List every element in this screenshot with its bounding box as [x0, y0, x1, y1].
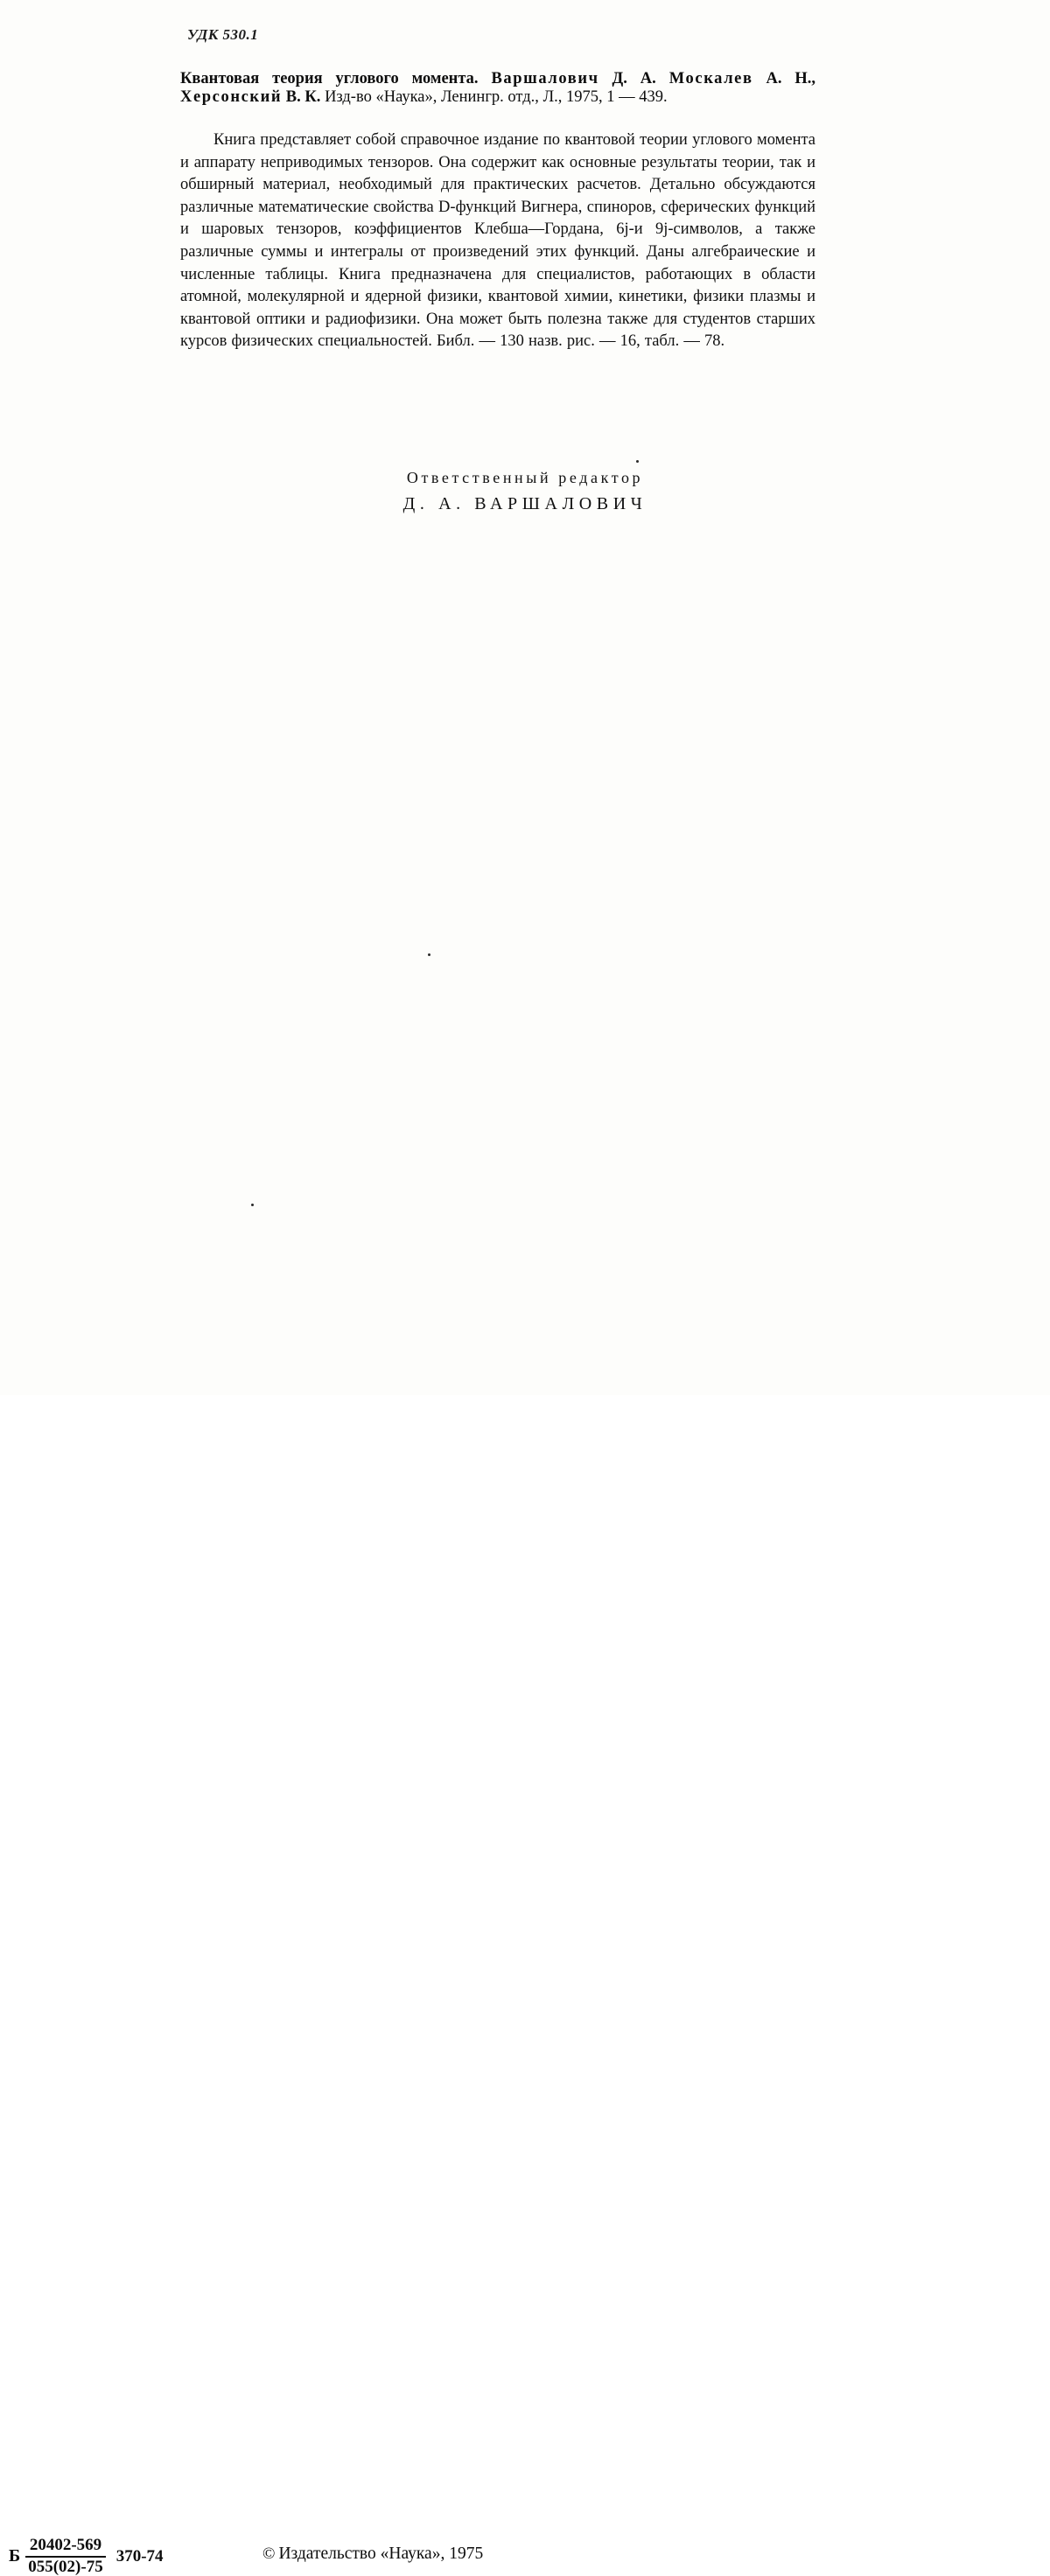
editor-block: [0, 469, 1050, 514]
author-1-initials: Д. А.: [612, 70, 656, 87]
catalog-code-denominator: 055(02)-75: [28, 2557, 103, 2576]
stray-mark-middle: [428, 953, 430, 956]
copyright-text: Издательство «Наука», 1975: [278, 2545, 484, 2563]
publisher-name: Изд-во «Наука», Ленингр. отд.,: [325, 88, 539, 106]
catalog-code-tail: 370-74: [116, 2546, 164, 2566]
udk-code: УДК 530.1: [187, 26, 259, 43]
author-2-surname: Москалев: [668, 70, 753, 87]
copyright-icon: ©: [262, 2545, 276, 2563]
stray-mark-lower: [251, 1204, 254, 1206]
abstract-text: Книга представляет собой справочное издание по квантовой теории углового момента и аппарату неприводимых тензоров. Она содержит как основные результаты теории, так и обширный материал, необходимый для практических расчетов. Детально обсуждаются различные математические свойства D-функций Вигнера, спиноров, сферических функций и шаровых тензоров, коэффициентов Клебша—Гордана, 6j-и 9j-символов, а также различные суммы и интегралы от произведений этих функций. Даны алгебраические и численные таблицы. Книга предназначена для специалистов, работающих в области атомной, молекулярной и ядерной физики, квантовой химии, кинетики, физики плазмы и квантовой оптики и радиофизики. Она может быть полезна также для студентов старших курсов физических специальностей. Библ. — 130 назв. рис. — 16, табл. — 78.: [180, 131, 816, 351]
imprint-info: Л., 1975, 1 — 439.: [542, 88, 668, 106]
editor-label: Ответственный редактор: [406, 469, 644, 486]
bibliographic-record: [180, 70, 816, 107]
catalog-code-fraction: [25, 2537, 105, 2576]
catalog-code-numerator: 20402-569: [25, 2537, 105, 2558]
catalog-code: [9, 2537, 164, 2576]
editor-name: Д. А. ВАРШАЛОВИЧ: [402, 494, 648, 513]
page-footer: [0, 1290, 1050, 2576]
author-3-initials: В. К.: [285, 88, 321, 106]
stray-mark-upper: [636, 460, 639, 463]
author-2-initials: А. Н.,: [766, 70, 816, 87]
author-3-surname: Херсонский: [180, 88, 283, 106]
book-title: Квантовая теория углового момента.: [180, 70, 479, 87]
author-1-surname: Варшалович: [491, 70, 599, 87]
copyright-line: [262, 2545, 483, 2564]
catalog-code-letter: Б: [9, 2546, 21, 2566]
